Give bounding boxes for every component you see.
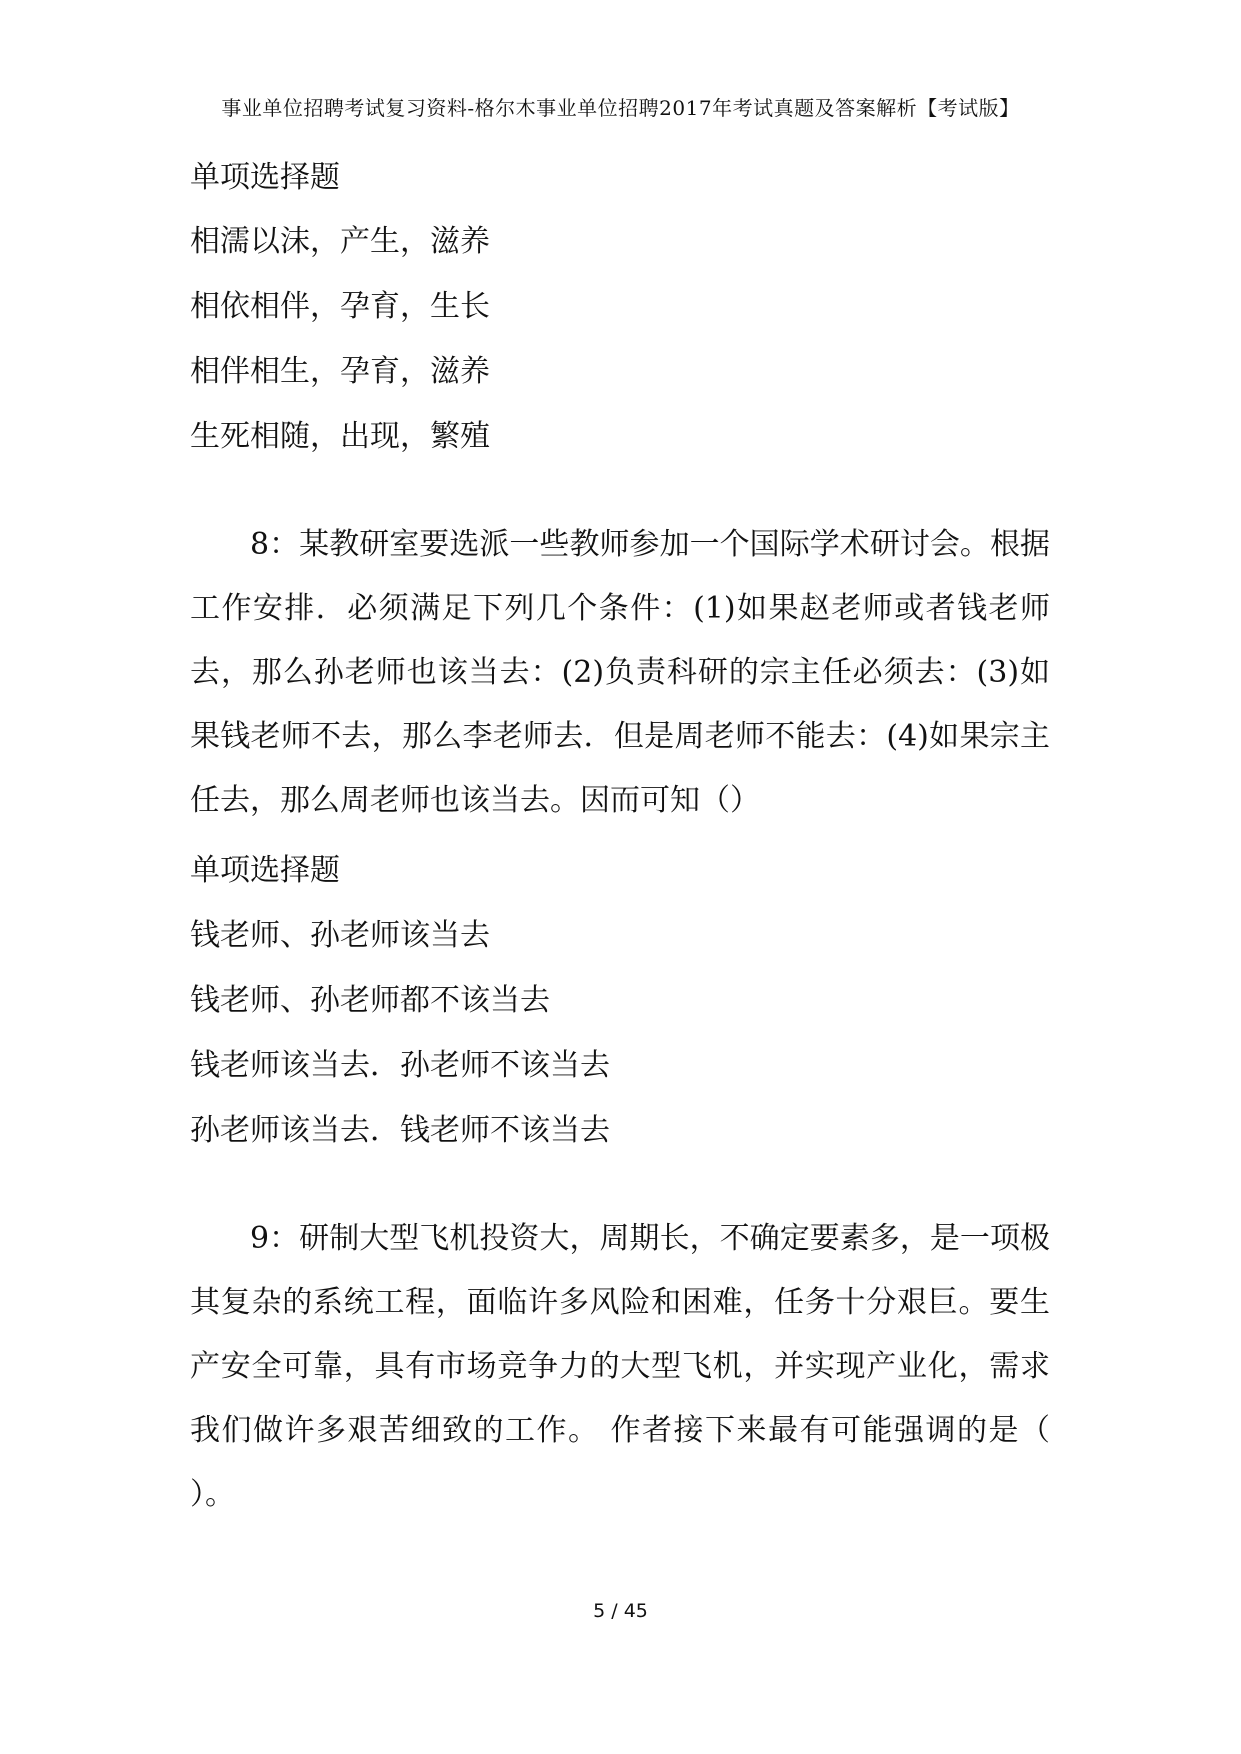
q8-option: 孙老师该当去．钱老师不该当去 bbox=[190, 1113, 610, 1148]
q7-options bbox=[190, 224, 1050, 455]
q8-text: 8：某教研室要选派一些教师参加一个国际学术研讨会。根据工作安排．必须满足下列几个条件：(1)如果赵老师或者钱老师去，那么孙老师也该当去：(2)负责科研的宗主任必须去：(3)如果钱老师不去，那么李老师去．但是周老师不能去：(4)如果宗主任去，那么周老师也该当去。因而可知（） bbox=[190, 527, 1050, 818]
document-body bbox=[190, 160, 1050, 1527]
q8-option: 钱老师、孙老师都不该当去 bbox=[190, 983, 550, 1018]
question-type-label: 单项选择题 bbox=[190, 160, 340, 195]
q8-option: 钱老师该当去．孙老师不该当去 bbox=[190, 1048, 610, 1083]
q7-option: 相伴相生，孕育，滋养 bbox=[190, 354, 490, 389]
question-type-label: 单项选择题 bbox=[190, 853, 340, 888]
q8-option: 钱老师、孙老师该当去 bbox=[190, 918, 490, 953]
q9-text: 9：研制大型飞机投资大，周期长，不确定要素多，是一项极其复杂的系统工程，面临许多风险和困难，任务十分艰巨。要生产安全可靠，具有市场竞争力的大型飞机，并实现产业化，需求我们做许多艰苦细致的工作。 作者接下来最有可能强调的是（ ）。 bbox=[190, 1221, 1050, 1512]
page-header: 事业单位招聘考试复习资料-格尔木事业单位招聘2017年考试真题及答案解析【考试版】 bbox=[221, 96, 1020, 120]
q7-option: 生死相随，出现，繁殖 bbox=[190, 419, 490, 454]
q8-options bbox=[190, 918, 1050, 1149]
page-number: 5 / 45 bbox=[593, 1600, 648, 1622]
q7-option: 相依相伴，孕育，生长 bbox=[190, 289, 490, 324]
q7-option: 相濡以沫，产生，滋养 bbox=[190, 224, 490, 259]
